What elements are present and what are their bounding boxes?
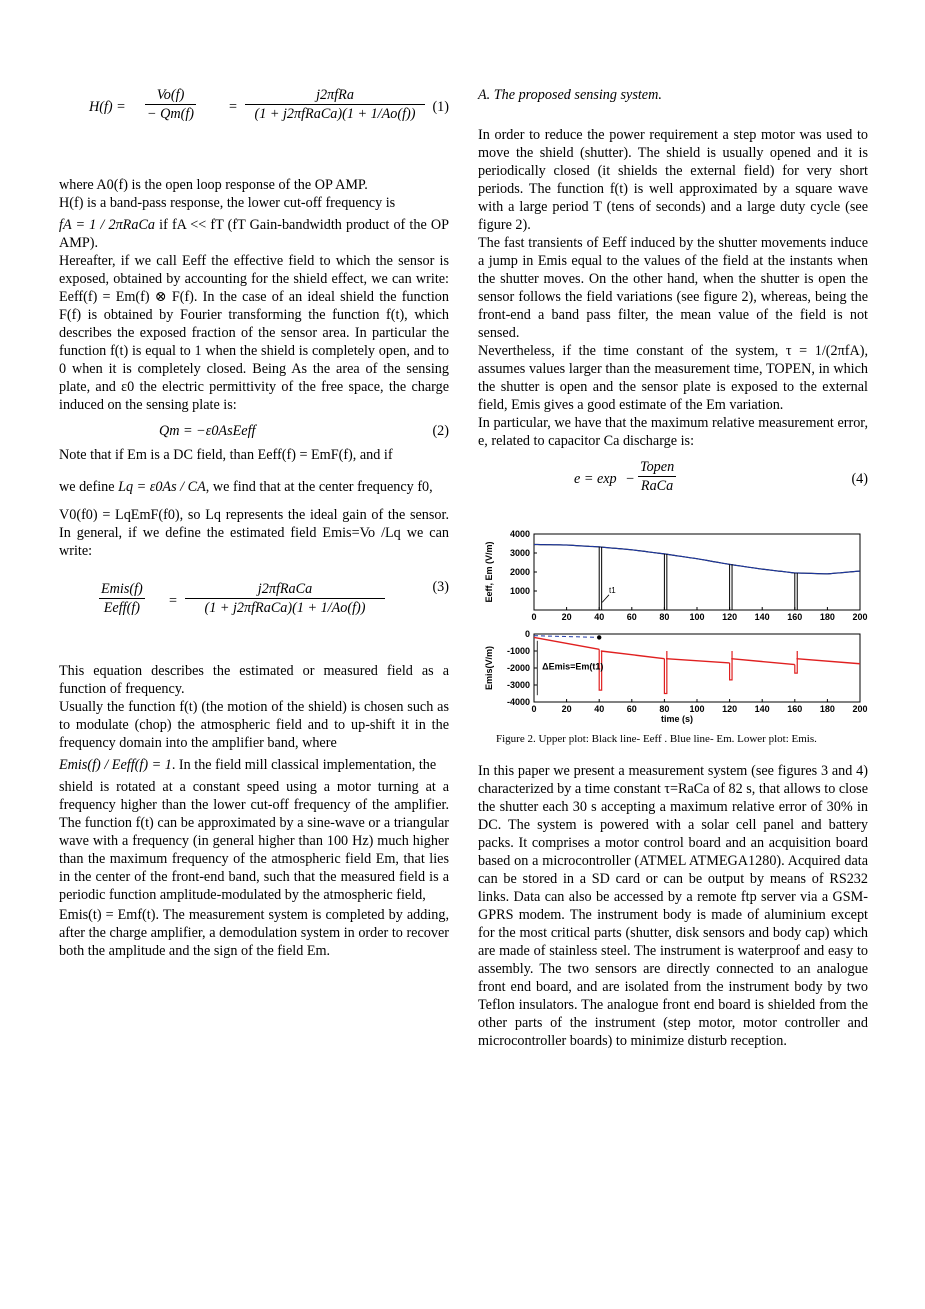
series-emis-dip (664, 651, 666, 694)
x-tick-label: 200 (852, 612, 868, 622)
eq3-lhs-den: Eeff(f) (103, 600, 141, 616)
eq4-minus: − (626, 471, 635, 487)
eq2-number: (2) (432, 423, 449, 439)
eq4-den: RaCa (640, 478, 674, 494)
x-tick-label: 160 (787, 612, 803, 622)
x-tick-label: 120 (722, 704, 738, 714)
paragraph: In order to reduce the power requirement a step motor was used to move the shield (shutter). The shield is usually opened and it is periodically closed (it shields the external field) for very short periods. The function f(t) is well approximated by a square wave with a large period T (tens of seconds) and a large duty cycle (see figure 2). (478, 127, 868, 233)
x-tick-label: 60 (626, 612, 637, 622)
paragraph: shield is rotated at a constant speed using a motor turning at a frequency higher than the lower cut-off frequency of the amplifier. The function f(t) can be approximated by a sine-wave or a triangular wave with a frequency (in general higher than 100 Hz) much higher than the maximum frequency of the atmospheric field Em, that lies in the center of the front-end band, such that the measured field is a periodic function amplitude-modulated by the atmospheric field, (59, 779, 449, 903)
eq1-rhs-den: (1 + j2πfRaCa)(1 + 1/Ao(f)) (254, 106, 416, 122)
eq1-equals: = (229, 99, 238, 115)
shutter-drop (664, 554, 666, 610)
section-title: A. The proposed sensing system. (478, 87, 662, 103)
y-tick-label: 0 (524, 629, 530, 639)
eq1-mid-den: − Qm(f) (147, 106, 195, 122)
paragraph: Emis(t) = Emf(t). The measurement system is completed by adding, after the charge amplifier, a demodulation system in order to recover both the amplitude and the sign of the field Em. (59, 907, 449, 959)
equation-4 (478, 456, 868, 502)
y-tick-label: 1000 (509, 586, 530, 596)
paragraph: In particular, we have that the maximum relative measurement error, e, related to capacitor Ca discharge is: (478, 415, 868, 449)
eq4-fraction (638, 458, 676, 495)
x-tick-label: 160 (787, 704, 803, 714)
x-tick-label: 200 (852, 704, 868, 714)
x-tick-label: 20 (561, 612, 572, 622)
x-tick-label: 20 (561, 704, 572, 714)
fa-text: if fA << fT (fT Gain-bandwidth product of the OP AMP). (59, 217, 450, 251)
define-text: we define (59, 479, 115, 495)
ratio-formula: Emis(f) / Eeff(f) = 1 (59, 757, 172, 773)
center-frequency-text: , we find that at the center frequency f0, (205, 479, 433, 495)
x-tick-label: 40 (594, 612, 605, 622)
paragraph: Nevertheless, if the time constant of the system, τ = 1/(2πfA), assumes values larger than the measurement time, TOPEN, in which the shutter is open and the sensor plate is exposed to the external field, Emis gives a good estimate of the Em variation. (478, 343, 868, 413)
series-emis-segment (534, 637, 599, 649)
x-axis-label: time (s) (660, 714, 694, 724)
x-tick-label: 120 (722, 612, 738, 622)
series-em-line (534, 545, 860, 574)
annotation-delta-emis: ΔEmis=Em(t1) (542, 661, 604, 672)
series-reference-dashed (534, 636, 599, 638)
x-tick-label: 0 (531, 704, 537, 714)
eq4-number: (4) (851, 471, 868, 487)
paragraph (59, 478, 449, 496)
series-emis-segment (666, 659, 730, 663)
eq1-lhs: H(f) = (89, 99, 126, 115)
shutter-drop (730, 564, 732, 610)
eq1-middle-fraction (145, 86, 196, 123)
eq1-mid-num: Vo(f) (145, 86, 196, 105)
eq3-equals: = (169, 593, 178, 609)
annotation-arrow (602, 595, 609, 603)
eq4-lhs: e = exp (574, 471, 617, 487)
x-tick-label: 0 (531, 612, 537, 622)
y-tick-label: 2000 (509, 567, 530, 577)
ratio-text: . In the field mill classical implementation, the (171, 757, 437, 773)
series-emis-dip (795, 651, 797, 673)
series-emis-segment (731, 659, 795, 665)
y-tick-label: 3000 (509, 548, 530, 558)
paragraph: V0(f0) = LqEmF(f0), so Lq represents the ideal gain of the sensor. In general, if we define the estimated field Emis=Vo /Lq we can write: (59, 507, 449, 559)
paragraph: The fast transients of Eeff induced by the shutter movements induce a jump in Emis equal to the values of the field at the instants when the shutter moves. On the other hand, when the shutter is open the sensor follows the field variations (see figure 2), whereas, being the front-end a band pass filter, the mean value of the field is not sensed. (478, 235, 868, 341)
equation-2 (59, 420, 449, 442)
eq4-num: Topen (640, 459, 675, 475)
y-tick-label: -1000 (506, 646, 530, 656)
eq1-number: (1) (432, 99, 449, 115)
shutter-drop (599, 547, 601, 610)
paragraph (59, 756, 449, 774)
x-tick-label: 180 (819, 612, 835, 622)
figure-2 (478, 530, 878, 730)
paragraph: This equation describes the estimated or measured field as a function of frequency. (59, 663, 449, 697)
series-emis-dip (730, 651, 732, 680)
x-tick-label: 140 (754, 704, 770, 714)
paragraph: H(f) is a band-pass response, the lower cut-off frequency is (59, 195, 396, 211)
y-tick-label: -2000 (506, 663, 530, 673)
x-tick-label: 80 (659, 704, 670, 714)
figure-caption: Figure 2. Upper plot: Black line- Eeff . Blue line- Em. Lower plot: Emis. (496, 733, 817, 745)
x-tick-label: 180 (819, 704, 835, 714)
eq3-lhs-num: Emis(f) (101, 581, 143, 597)
paragraph: Note that if Em is a DC field, than Eeff(f) = EmF(f), and if (59, 447, 393, 463)
series-emis-segment (796, 659, 860, 664)
y-tick-label: 4000 (509, 530, 530, 539)
paragraph (59, 216, 449, 252)
eq1-rhs-num: j2πfRa (245, 86, 425, 105)
paragraph: where A0(f) is the open loop response of the OP AMP. (59, 177, 368, 193)
eq2: Qm = −ε0AsEeff (159, 423, 256, 439)
x-tick-label: 140 (754, 612, 770, 622)
y-tick-label: -4000 (506, 697, 530, 707)
fa-formula: fA = 1 / 2πRaCa (59, 217, 156, 233)
paragraph: Usually the function f(t) (the motion of the shield) is chosen such as to modulate (chop) the atmospheric field and to up-shift it in the frequency domain into the amplifier band, where (59, 699, 449, 751)
eq3-rhs-den: (1 + j2πfRaCa)(1 + 1/Ao(f)) (204, 600, 366, 616)
x-tick-label: 40 (594, 704, 605, 714)
eq1-rhs-fraction (245, 86, 425, 123)
shutter-drop (795, 573, 797, 610)
lq-formula: Lq = ε0As / CA (118, 479, 206, 495)
annotation-t1: t1 (608, 585, 616, 595)
equation-1 (89, 86, 449, 152)
equation-3 (59, 576, 449, 646)
eq3-rhs-fraction (185, 580, 385, 617)
eq3-number: (3) (432, 579, 449, 595)
marker-point (597, 635, 601, 639)
x-tick-label: 100 (689, 704, 705, 714)
x-tick-label: 100 (689, 612, 705, 622)
y-tick-label: -3000 (506, 680, 530, 690)
x-tick-label: 80 (659, 612, 670, 622)
eq3-rhs-num: j2πfRaCa (185, 580, 385, 599)
paragraph: Hereafter, if we call Eeff the effective field to which the sensor is exposed, obtained by accounting for the shield effect, we can write: Eeff(f) = Em(f) ⊗ F(f). In the case of an ideal shield the function F(f) is obtained by Fourier transforming the function f(t), which describes the exposed fraction of the sensor area. In particular the function f(t) is equal to 1 when the shield is completely open, and to 0 when it is completely closed. Being As the area of the sensing plate, and ε0 the electric permittivity of the free space, the charge induced on the sensing plate is: (59, 253, 449, 413)
series-emis-segment (601, 651, 665, 659)
y-axis-label: Emis(V/m) (484, 645, 494, 691)
eq3-lhs-fraction (99, 580, 145, 617)
paragraph: In this paper we present a measurement system (see figures 3 and 4) characterized by a time constant τ=RaCa of 82 s, that allows to close the shutter each 30 s accepting a maximum relative error of 30% in DC. The system is powered with a solar cell panel and battery packs. It comprises a motor control board and an acquisition board based on a microcontroller (ATMEL ATMEGA1280). Acquired data can be stored in a SD card or can be output by means of RS232 links. Data can also be accessed by a remote ftp server via a GSM-GPRS modem. The instrument body is made of aluminium except for the most critical parts (shutter, disk sensors and body cap) which are made of stainless steel. The instrument is waterproof and easy to assembly. The two sensors are directly connected to an analogue front end board, and are isolated from the instrument body by two Teflon insulators. The analogue front end board is shielded from the other parts of the instrument (step motor, motor controller and microcontroller boards) to minimize disturb reception. (478, 763, 868, 1049)
x-tick-label: 60 (626, 704, 637, 714)
y-axis-label: Eeff, Em (V/m) (484, 541, 494, 603)
